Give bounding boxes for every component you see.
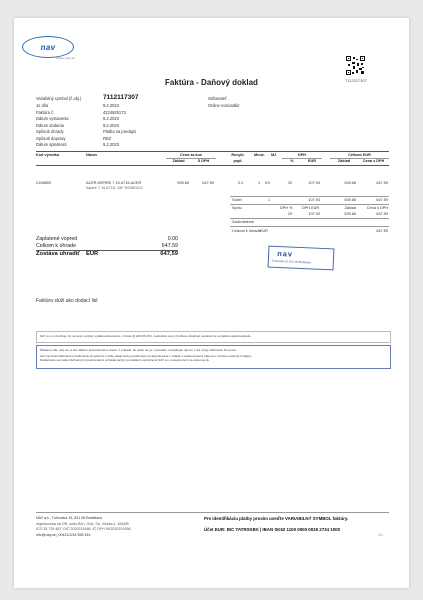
info-value: 9.2.2023 bbox=[103, 116, 119, 121]
row-total-with: 647.59 bbox=[376, 181, 388, 185]
th-pct: % bbox=[290, 159, 294, 163]
notice-claims-line2: termíne bude fakturácia považovaná za správnu a Vaše údaje budú považované za akceptované v súlade s ustanoveniami zákona o ochrane osobných údajov. bbox=[40, 354, 252, 359]
row-qty: 1 bbox=[258, 181, 261, 185]
info-value: REZ bbox=[103, 135, 112, 141]
info-value: Platba na predajni bbox=[103, 129, 137, 134]
info-value: 9.2.2023 bbox=[103, 122, 119, 128]
th-vat-group: DPH bbox=[297, 153, 307, 157]
sucet-base: 539.66 bbox=[344, 198, 356, 202]
table-top-rule bbox=[36, 151, 389, 152]
sucet-eur: 107.93 bbox=[308, 198, 320, 202]
celkom-currency: EUR bbox=[260, 229, 269, 233]
stamp-logo: nav bbox=[276, 248, 294, 259]
paid-label: Zaplatené vopred bbox=[36, 236, 78, 242]
notice-box-claims bbox=[36, 345, 391, 369]
celkom-label: Celkom k úhrade bbox=[232, 229, 261, 233]
th-sub-rule bbox=[282, 158, 322, 159]
footer-bank: Účet EUR: BIC TATRSKBX | IBAN SK62 1100 0000 0026 2734 1000 bbox=[204, 527, 341, 532]
nay-logo bbox=[22, 36, 74, 58]
sucet-qty: 1 bbox=[268, 198, 271, 202]
th-sub-rule bbox=[330, 158, 389, 159]
delivery-note: Faktúra slúži ako dodací list bbox=[36, 298, 98, 304]
spolu-base-head: Základ bbox=[344, 206, 356, 210]
logo-tagline: www.nay.sk bbox=[56, 56, 75, 60]
paid-value: 0.00 bbox=[167, 236, 178, 242]
th-eur: EUR bbox=[307, 159, 317, 163]
summary-rule bbox=[230, 218, 389, 219]
footer-company: NAY a.s., Tuhovská 15, 831 06 Bratislava bbox=[36, 516, 102, 520]
qr-code-icon bbox=[346, 56, 365, 75]
remain-currency: EUR bbox=[86, 251, 99, 257]
remain-value: 647,59 bbox=[160, 251, 178, 257]
footer-rule bbox=[36, 512, 389, 513]
info-label: Faktúra č. bbox=[36, 109, 55, 115]
th-total-with: Cena s DPH bbox=[362, 159, 385, 163]
info-value: 9.2.2023 bbox=[103, 103, 119, 108]
invoice-title: Faktúra - Daňový doklad bbox=[165, 78, 258, 87]
th-total-base: Základ bbox=[337, 159, 351, 163]
th-total-group: Celkom EUR bbox=[348, 153, 371, 157]
info-value: 9.2.2023 bbox=[103, 142, 119, 147]
info-label: Jo dňa bbox=[36, 103, 49, 108]
th-unit: MJ bbox=[271, 153, 277, 157]
stamp-address: Tuhovská 15, 831 06 Bratislava bbox=[271, 258, 311, 265]
info-label: Dátum dodania bbox=[36, 122, 64, 128]
spolu-total: 647.59 bbox=[376, 212, 388, 216]
info-label: Dátum splatnosti bbox=[36, 142, 67, 147]
spolu-dph-eur-head: DPH EUR bbox=[302, 206, 320, 210]
summary-rule bbox=[230, 196, 389, 197]
info-label: Spôsob úhrady bbox=[36, 129, 64, 134]
spolu-dph-pct-head: DPH % bbox=[280, 206, 293, 210]
th-name: Názov bbox=[86, 153, 98, 157]
footer-ids: IČO 35 739 487, DIČ 2020219186, IČ DPH SK2020219186 bbox=[36, 527, 131, 531]
spolu-total-head: Cena s DPH bbox=[366, 206, 388, 210]
notice-recycling-text: NAY a.s. potvrdzuje, že na tento výrobky vydala preberacom v zhode (§ 2k6 RS DC). Jednotlivé ceny výrobkov obsahujú poplatok za recykláciu elektroodpadu. bbox=[40, 334, 252, 338]
spolu-label: Spolu bbox=[232, 206, 242, 210]
th-code: Kod výrobku bbox=[36, 153, 60, 157]
th-price-group: Cena za kus bbox=[180, 153, 202, 157]
total-label: Celkom k úhrade bbox=[36, 243, 77, 249]
buyer-label: Odberateľ: bbox=[208, 96, 228, 101]
page-number: 1/1 bbox=[378, 533, 383, 537]
row-name-line1: ACER ASPIRE 7 15 A715-ACER bbox=[86, 181, 142, 185]
info-label: Variabilný symbol (č.obj.) bbox=[36, 96, 82, 101]
info-value: 4224925173 bbox=[103, 109, 126, 115]
rounding-label: Zaokrúhlenie bbox=[232, 220, 254, 224]
row-unit: KS bbox=[265, 181, 271, 185]
qr-number: 7112117307 bbox=[345, 78, 367, 83]
table-header-rule bbox=[36, 165, 389, 166]
row-eur: 107.93 bbox=[308, 181, 320, 185]
row-base: 539.66 bbox=[177, 181, 189, 185]
row-total-base: 539.66 bbox=[344, 181, 356, 185]
spolu-pct: 20 bbox=[288, 212, 293, 216]
sucet-label: Súčet bbox=[232, 198, 242, 202]
total-value: 647.59 bbox=[161, 243, 178, 249]
notice-box-recycling bbox=[36, 331, 391, 343]
info-label: Spôsob dopravy bbox=[36, 135, 66, 141]
row-recycle: 0,2 bbox=[238, 181, 244, 185]
celkom-value: 647.59 bbox=[376, 229, 388, 233]
th-sub-rule bbox=[166, 158, 216, 159]
th-base: Základ bbox=[172, 159, 185, 163]
summary-rule bbox=[230, 204, 389, 205]
th-recycle: Recykl. popl. bbox=[231, 153, 245, 163]
footer-contact: info@nay.sk | 00421/2/44 555 444 bbox=[36, 533, 91, 537]
row-name-line2: Aspire 7 15 A715: 15F RS/8512/4 bbox=[86, 186, 143, 190]
spolu-eur: 107.93 bbox=[308, 212, 320, 216]
buyer-name: Online nosiondkir bbox=[208, 102, 240, 108]
summary-rule bbox=[230, 226, 389, 227]
remain-label: Zostáva uhradiť bbox=[36, 251, 81, 257]
th-qty: Množ. bbox=[254, 153, 265, 157]
footer-registration: registrovaná na OR, súdu BA I, Odd. Sa, Vložka č. 1644/B bbox=[36, 522, 129, 526]
notice-claims-line3: Reklamácie sa riadia Obchodnými podmienkami a Reklamačným poriadkom spoločnosti NAY a.s. uverejnenými na www.nay.sk. bbox=[40, 358, 210, 363]
th-with-vat: S DPH bbox=[197, 159, 210, 163]
notice-claims-line1: Žiadame Vás, aby ste si túto faktúru skontrolovali a overili. V prípade, ak niečo nie je v poriadku, kontaktujte nás do 7 dní od jej obdržania. Po tomto bbox=[40, 348, 236, 352]
footer-payment-title: Pre identifikáciu platby prosím uveďte VARIABILNÝ SYMBOL faktúry. bbox=[204, 516, 349, 521]
company-stamp bbox=[268, 246, 335, 271]
row-with-vat: 647.59 bbox=[202, 181, 214, 185]
info-label: Dátum vystavenia bbox=[36, 116, 69, 121]
sucet-total: 647.59 bbox=[376, 198, 388, 202]
spolu-base: 539.66 bbox=[344, 212, 356, 216]
variable-symbol: 7112117307 bbox=[103, 94, 139, 101]
logo-text: nav bbox=[40, 42, 56, 52]
row-pct: 20 bbox=[288, 181, 293, 185]
row-code: 2108855 bbox=[36, 181, 51, 185]
